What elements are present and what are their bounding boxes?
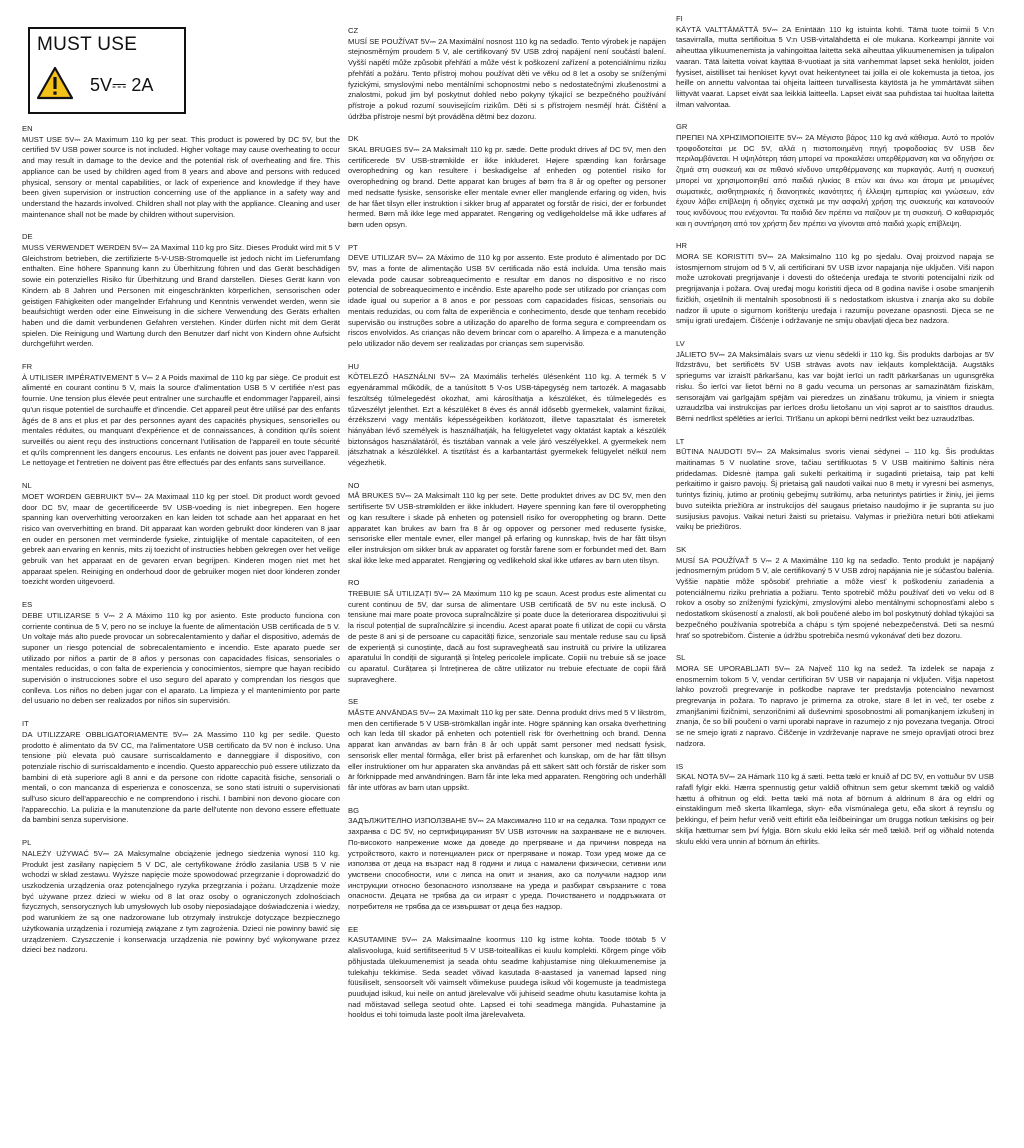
section-code: RO — [348, 578, 360, 588]
section-en — [22, 124, 340, 220]
section-code: NO — [348, 480, 360, 490]
section-code: SL — [676, 653, 686, 663]
section-text: JĀLIETO 5V⎓ 2A Maksimālais svars uz vienu sēdekli ir 110 kg. Šis produkts darbojas ar 5V līdzstrāvu, bet sertificēts 5V USB strāvas avots nav iekļauts komplektācijā. Augstāks spriegums var izraisīt pārkaršanu, kas var bojāt ierīci un radīt pārkaršanas un ugunsgrēka risku. Šo ierīci var lietot bērni no 8 gadu vecuma un personas ar samazinātām fiziskām, sensorajām vai garīgajām spējām vai pieredzes un zināšanu trūkumu, ja viniem ir sniegta uzraudzība vai instrukcijas par ierīces drošu lietošanu un viņi saprot ar to saistītos draudus. Bērni nedrīkst spēlēties ar ierīci. Tīrīšanu un apkopi bērni nedrīkst veikt bez uzraudzības. — [676, 349, 994, 423]
section-sl — [676, 653, 994, 749]
section-cz — [348, 26, 666, 122]
section-text: KASUTAMINE 5V⎓ 2A Maksimaalne koormus 110 kg istme kohta. Toode töötab 5 V alalisvooluga, kuid sertifitseeritud 5 V USB-toiteallikas ei kuulu komplekti. Kõrgem pinge võib põhjustada ülekuumenemist ja seada ohtu seadme kahjustamise ning ülekuumenemise ja tulekahju tekkimise. Seda seadet võivad kasutada 8-aastased ja vanemad lapsed ning füüsiliselt, sensoorselt või vaimselt võimekuse puudega isikud või kogemuste ja teadmistega puudujad isikud, kui neile on antud järelevalve või juhiseid seadme ohutu kasutamise kohta ja nad mõistavad sellega seotud ohte. Lapsed ei tohi seadmega mängida. Puhastamine ja hooldus ei tohi toimuda laste poolt ilma järelevalveta. — [348, 935, 666, 1020]
section-text: SKAL NOTA 5V⎓ 2A Hámark 110 kg á sæti. Þetta tæki er knuið af DC 5V, en vottuður 5V USB rafafl fylgir ekki. Hærra spennustig getur valdið ofhitnun sem getur skemmt tækið og valdið hættu á ofhitnun og eldi. Þetta tæki má nota af börnum á aldrinum 8 ára og eldri og einstaklingum með skerta líkamlega, skyn- eða vísmúnalega getu, eða skort á reynslu og þekkingu, ef þeim hefur verið veitt eftirlit eða leiðbeiningar um örugga notkun tækisins og þeir skilja hætturnar sem því fylgja. Börn skulu ekki leika sér með tækið. Þrif og viðhald notenda skulu ekki vera unnin af börnum án eftirlits. — [676, 772, 994, 846]
section-text: ЗАДЪЛЖИТЕЛНО ИЗПОЛЗВАНЕ 5V⎓ 2A Максимално 110 кг на седалка. Този продукт се захранва с DC 5V, но сертифицираният 5V USB източник на захранване не е включен. По-високото напрежение може да доведе до прегряване и да причини повреда на устройството, както и потенциален риск от прегряване и пожар. Този уред може да се използва от деца на възраст над 8 години и лица с намалени физически, сетивни или умствени способности, или с липса на опит и знания, ако са получили надзор или инструкции относно безопасното използване на уреда и разбират свързаните с това опасности. Децата не трябва да си играят с уреда. Почистването и поддръжката от потребителя не трябва да се извършват от деца без надзор. — [348, 816, 666, 912]
section-text: DEVE UTILIZAR 5V⎓ 2A Máximo de 110 kg por assento. Este produto é alimentado por DC 5V, mas a fonte de alimentação USB 5V certificada não está incluída. Uma tensão mais elevada pode causar sobreaquecimento e resultar em danos no dispositivo e no risco potencial de sobreaquecimento e incêndio. Este aparelho pode ser utilizado por crianças com idade igual ou superior a 8 anos e por pessoas com capacidades físicas, sensoriais ou mentais reduzidas, ou com falta de experiência e conhecimento, desde que tenham recebido supervisão ou instruções sobre a utilização do aparelho de forma segura e compreendam os riscos envolvidos. As crianças não devem brincar com o aparelho. A limpeza e a manutenção pelo utilizador não devem ser realizadas por crianças sem supervisão. — [348, 253, 666, 348]
section-text: MUST USE 5V⎓ 2A Maximum 110 kg per seat. This product is powered by DC 5V, but the certified 5V USB power source is not included. Higher voltage may cause overheating to occur and may result in damage to the device and the potential risk of overheating and fire. This appliance can be used by children aged from 8 years and above and persons with reduced physical, sensory or mental capabilities, or lack of experience and knowledge if they have been given supervision or instruction concerning use of the appliance in a safety way and understand the hazards involved. Children shall not play with the appliance. Cleaning and user maintenance shall not be made by children without supervision. — [22, 134, 340, 219]
section-pt — [348, 243, 666, 350]
section-code: FR — [22, 362, 33, 372]
section-is — [676, 762, 994, 848]
label-voltage: 5V⎓ 2A — [90, 75, 154, 95]
section-code: EE — [348, 924, 359, 934]
section-text: SKAL BRUGES 5V⎓ 2A Maksimalt 110 kg pr. sæde. Dette produkt drives af DC 5V, men den certificerede 5V USB-strømkilde er ikke inkluderet. Højere spænding kan forårsage overophedning og kan resultere i beskadigelse af enheden og potentiel risiko for overophedning og brand. Dette apparat kan bruges af børn fra 8 år og opefter og personer med nedsatte fysiske, sensoriske eller mentale evner eller manglende erfaring og viden, hvis de har fået tilsyn eller instruktion i sikker brug af apparatet og forstår de risici, der er forbundet hermed. Børn må ikke lege med apparatet. Rengøring og vedligeholdelse må ikke udføres af børn uden opsyn. — [348, 145, 666, 229]
section-code: SK — [676, 544, 687, 554]
section-bg — [348, 806, 666, 913]
section-dk — [348, 134, 666, 230]
label-title: MUST USE — [37, 34, 138, 55]
section-text: MOET WORDEN GEBRUIKT 5V⎓ 2A Maximaal 110 kg per stoel. Dit product wordt gevoed door DC 5V, maar de gecertificeerde 5V USB-voeding is niet inbegrepen. Een hogere spanning kan oververhitting veroorzaken en kan leiden tot schade aan het apparaat en het risico van oververhitting en brand. Dit apparaat kan worden gebruikt door kinderen van 8 jaar en ouder en personen met verminderde fysieke, zintuiglijke of mentale capaciteiten, of een gebrek aan ervaring en kennis, mits zij toezicht of instructies hebben gekregen over het veilige gebruik van het apparaat en de gevaren ervan begrijpen. Kinderen mogen niet met het apparaat spelen. Reiniging en onderhoud door de gebruiker mogen niet door kinderen zonder toezicht worden uitgevoerd. — [22, 491, 340, 587]
section-gr — [676, 122, 994, 229]
section-code: IT — [22, 719, 29, 729]
section-code: LV — [676, 338, 685, 348]
section-code: DE — [22, 232, 33, 242]
section-lv — [676, 339, 994, 425]
section-text: KÖTELEZŐ HASZNÁLNI 5V⎓ 2A Maximális terhelés ülésenként 110 kg. A termék 5 V egyenárammal működik, de a tanúsított 5 V-os USB-tápegység nem tartozék. A magasabb feszültség túlmelegedést okozhat, ami károsíthatja a készüléket, és túlmelegedés es tűzveszélyt jelenthet. Ezt a készüléket 8 éves és annál idősebb gyermekek, valamint fizikai, érzékszervi vagy mentális képességeikben korlátozott, illetve tapasztalat és ismeretek hiányában lévő személyek is használhatják, ha felügyeletet vagy oktatást kaptak a készülék biztonságos használatáról, és tisztában vannak a vele járó veszélyekkel. A gyermekek nem játszhatnak a készülékkel. A tisztítást és a karbantartást gyermekek felügyelet nélkül nem végezhetik. — [348, 372, 666, 468]
section-code: GR — [676, 122, 688, 132]
section-code: FI — [676, 14, 683, 23]
section-code: HR — [676, 241, 687, 251]
section-code: CZ — [348, 26, 359, 35]
section-it — [22, 719, 340, 826]
section-es — [22, 600, 340, 707]
section-text: MÅ BRUKES 5V⎓ 2A Maksimalt 110 kg per sete. Dette produktet drives av DC 5V, men den sertifiserte 5V USB-strømkilden er ikke inkludert. Høyere spenning kan føre til overoppheting og kan resultere i skade på enheten og potensiell risiko for overoppheting og brann. Dette apparatet kan brukes av barn fra 8 år og oppover og personer med reduserte fysiske, sensoriske eller mentale evner, eller mangel på erfaring og kunnskap, hvis de har fått tilsyn eller instruksjon om sikker bruk av apparatet og forstår farene som er forbundet med det. Barn skal ikke leke med apparatet. Rengjøring og vedlikehold skal ikke utføres av barn uten tilsyn. — [348, 491, 666, 565]
section-text: MUSÍ SE POUŽÍVAT 5V⎓ 2A Maximální nosnost 110 kg na sedadlo. Tento výrobek je napájen stejnosměrným proudem 5 V, ale certifikovaný 5V USB zdroj napájení není součástí balení. Vyšší napětí může způsobit přehřátí a může vést k poškození zařízení a potenciálnímu riziku přehřátí a požáru. Tento přístroj mohou používat děti ve věku od 8 let a osoby se sníženými fyzickými, smyslovými nebo mentálními schopnostmi nebo s nedostatečnými zkušenostmi a znalostmi, pokud jim byl poskytnut dohled nebo pokyny týkající se bezpečného používání přístroje a pokud rozumí souvisejícím rizikům. Děti si s přístrojem nesmějí hrát. Čištění a údržba přístroje nesmí být prováděna dětmi bez dozoru. — [348, 36, 666, 121]
section-text: À UTILISER IMPÉRATIVEMENT 5 V⎓ 2 A Poids maximal de 110 kg par siège. Ce produit est alimenté en courant continu 5 V, mais la source d'alimentation USB 5 V certifiée n'est pas fournie. Une tension plus élevée peut entraîner une surchauffe et endommager l'appareil, ainsi qu'un risque potentiel de surchauffe et d'incendie. Cet appareil peut être utilisé par des enfants âgés de 8 ans et plus et par des personnes ayant des capacités physiques, sensorielles ou mentales réduites, ou manquant d'expérience et de connaissances, à condition qu'ils soient surveillés ou aient reçu des instructions concernant l'utilisation de l'appareil en toute sécurité et qu'ils comprennent les dangers encourus. Les enfants ne doivent pas jouer avec l'appareil. Le nettoyage et l'entretien ne doivent pas être effectués par des enfants sans surveillance. — [22, 372, 340, 468]
section-text: MORA SE UPORABLJATI 5V⎓ 2A Največ 110 kg na sedež. Ta izdelek se napaja z enosmernim tokom 5 V, vendar certificiran 5V USB vir napajanja ni vključen. Višja napetost lahko povzroči pregrevanje in poškodbe naprave ter predstavlja potencialno nevarnost pregrevanja in požara. To napravo je primerna za otroke, stare 8 let in več, ter osebe z zmanjšanimi fizičnimi, senzoričnimi ali duševnimi sposobnostmi ali pomanjkanjem izkušenj in znanja, če so bili poučeni o varni uporabi naprave in razumejo z njo povezana tveganja. Otroci se ne smejo igrati z napravo. Čiščenje in vzdrževanje naprave ne smejo opravljati otroci brez nadzora. — [676, 663, 994, 748]
section-code: ES — [22, 600, 33, 610]
section-fr — [22, 362, 340, 469]
column-2 — [348, 0, 666, 1050]
section-text: KÄYTÄ VALTTÄMÄTTÄ 5V⎓ 2A Enintään 110 kg istuinta kohti. Tämä tuote toimii 5 V:n tasavirralla, mutta sertifioitua 5 V:n USB-virtalähdettä ei ole mukana. Korkeampi jännite voi aiheuttaa ylikuumenemista ja vahingoittaa laitetta sekä aiheuttaa ylikuumenemisen ja tulipalon vaaran. Tätä laitetta voivat käyttää 8-vuotiaat ja sitä vanhemmat lapset sekä henkilöt, joiden fyysiset, aistilliset tai henkiset kyvyt ovat heikentyneet tai joilla ei ole kokemusta ja tietoa, jos heille on annettu valvontaa tai ohjeita laitteen turvallisesta käytöstä ja he ymmärtävät siihen liittyvät vaarat. Lapset eivät saa leikkiä laitteella. Lapset eivät saa puhdistaa tai huoltaa laitetta ilman valvontaa. — [676, 24, 994, 109]
section-text: MUSÍ SA POUŽÍVAŤ 5 V⎓ 2 A Maximálne 110 kg na sedadlo. Tento produkt je napájaný jednosmerným prúdom 5 V, ale certifikovaný 5 V USB zdroj napájania nie je súčasťou balenia. Vyššie napätie môže spôsobiť prehriatie a môže viesť k poškodeniu zariadenia a potenciálnemu riziku prehriatia a požiaru. Tento spotrebič môžu používať deti vo veku od 8 rokov a osoby so zníženými fyzickými, zmyslovými alebo mentálnymi schopnosťami alebo s nedostatkom skúseností a znalostí, ak boli poučené alebo im bol poskytnutý dohlad týkajúci sa bezpečného používania spotrebiča a chápu s tým spojené nebezpečenstvá. Deti sa nesmú hrať so spotrebičom. Čistenie a údržbu spotrebiča nesmú vykonávať deti bez dozoru. — [676, 555, 994, 640]
section-lt — [676, 437, 994, 533]
section-code: DK — [348, 134, 359, 144]
section-text: ΠΡΕΠΕΙ ΝΑ ΧΡΗΣΙΜΟΠΟΙΕΙΤΕ 5V⎓ 2A Μέγιστο βάρος 110 kg ανά κάθισμα. Αυτό το προϊόν τροφοδοτείται με DC 5V, αλλά η πιστοποιημένη πηγή τροφοδοσίας 5V USB δεν περιλαμβάνεται. Η υψηλότερη τάση μπορεί να προκαλέσει υπερθέρμανση και να οδηγήσει σε ζημιά στη συσκευή και σε πιθανό κίνδυνο υπερθέρμανσης και πυρκαγιάς. Αυτή η συσκευή μπορεί να χρησιμοποιηθεί από παιδιά ηλικίας 8 ετών και άνω και άτομα με μειωμένες σωματικές, αισθητηριακές ή διανοητικές ικανότητες ή έλλειψη εμπειρίας και γνώσεων, εάν έχουν λάβει επίβλεψη ή οδηγίες σχετικά με την ασφαλή χρήση της συσκευής και κατανοούν τους κινδύνους που ενέχονται. Τα παιδιά δεν πρέπει να παίζουν με τη συσκευή. Ο καθαρισμός και η συντήρηση από τον χρήστη δεν πρέπει να γίνονται από παιδιά χωρίς επίβλεψη. — [676, 133, 994, 228]
column-1 — [22, 0, 340, 1148]
section-code: PL — [22, 838, 32, 848]
section-code: BG — [348, 805, 359, 815]
section-code: EN — [22, 124, 33, 133]
section-code: IS — [676, 761, 684, 771]
section-code: PT — [348, 242, 358, 252]
section-no — [348, 481, 666, 567]
section-de — [22, 232, 340, 350]
section-ee — [348, 925, 666, 1021]
section-nl — [22, 481, 340, 588]
section-sk — [676, 545, 994, 641]
section-code: HU — [348, 361, 359, 371]
section-ro — [348, 578, 666, 685]
section-se — [348, 697, 666, 793]
section-text: TREBUIE SĂ UTILIZAȚI 5V⎓ 2A Maximum 110 kg pe scaun. Acest produs este alimentat cu curent continuu de 5V, dar sursa de alimentare USB certificată de 5V nu este inclusă. O tensiune mai mare poate provoca supraîncălzire și poate duce la deteriorarea dispozitivului și la riscul potențial de supraîncălzire și incendiu. Acest aparat poate fi utilizat de copii cu vârsta de peste 8 ani și de persoane cu capacități fizice, senzoriale sau mentale reduse sau cu lipsă de experiență și cunoștințe, dacă au fost supravegheată sau instruită cu privire la utilizarea aparatului în condiții de siguranță și înțeleg pericolele implicate. Copiii nu trebuie să se joace cu aparatul. Curățarea și întreținerea de către utilizator nu trebuie efectuate de copii fără supraveghere. — [348, 589, 666, 684]
section-code: SE — [348, 697, 359, 707]
section-text: MUSS VERWENDET WERDEN 5V⎓ 2A Maximal 110 kg pro Sitz. Dieses Produkt wird mit 5 V Gleichstrom betrieben, die zertifizierte 5-V-USB-Stromquelle ist jedoch nicht im Lieferumfang enthalten. Eine höhere Spannung kann zu Überhitzung führen und das Gerät beschädigen sowie ein potenzielles Risiko für Überhitzung und Brand darstellen. Dieses Gerät kann von Kindern ab 8 Jahren und Personen mit eingeschränkten körperlichen, sensorischen oder geistigen Fähigkeiten oder mangelnder Erfahrung und Kenntnis verwendet werden, wenn sie beaufsichtigt werden oder eine Einweisung in die sichere Verwendung des Geräts erhalten haben und die damit verbundenen Gefahren verstehen. Kinder dürfen nicht mit dem Gerät spielen. Die Reinigung und Wartung durch den Benutzer darf nicht von Kindern ohne Aufsicht durchgeführt werden. — [22, 243, 340, 349]
column-3 — [676, 0, 994, 1038]
section-text: MORA SE KORISTITI 5V⎓ 2A Maksimalno 110 kg po sjedalu. Ovaj proizvod napaja se istosmjernom strujom od 5 V, ali certificirani 5V USB izvor napajanja nije uključen. Viši napon može uzrokovati pregrijavanje i dovesti do oštećenja uređaja te stvoriti potencijalni rizik od pregrijavanja i požara. Ovaj uređaj mogu koristiti djeca od 8 godina naviše i osobe smanjenih fizičkih, osjetilnih ili mentalnih sposobnosti ili s nedostatkom iskustva i znanja ako su dobile nadzor ili upute o sigurnom korištenju uređaja i razumiju povezane opasnosti. Djeca se ne smiju igrati uređajem. Čišćenje i održavanje ne smiju obavljati djeca bez nadzora. — [676, 252, 994, 326]
section-fi — [676, 14, 994, 110]
section-hr — [676, 241, 994, 327]
section-code: LT — [676, 436, 685, 446]
section-text: DA UTILIZZARE OBBLIGATORIAMENTE 5V⎓ 2A Massimo 110 kg per sedile. Questo prodotto è alimentato da 5V CC, ma l'alimentatore USB certificato da 5V non è incluso. Una tensione più elevata può causare surriscaldamento e danneggiare il dispositivo, con potenziale rischio di surriscaldamento e incendio. Questo apparecchio può essere utilizzato da bambini di età superiore agli 8 anni e da persone con ridotte capacità fisiche, sensoriali o mentali, o con mancanza di esperienza e conoscenza, se sono stati istruiti o supervisionati sull'uso sicuro dell'apparecchio e ne comprendono i rischi. I bambini non devono giocare con l'apparecchio. La pulizia e la manutenzione da parte dell'utente non devono essere effettuate da bambini senza supervisione. — [22, 729, 340, 825]
section-text: DEBE UTILIZARSE 5 V⎓ 2 A Máximo 110 kg por asiento. Este producto funciona con corriente continua de 5 V, pero no se incluye la fuente de alimentación USB certificada de 5 V. Un voltaje más alto puede provocar un sobrecalentamiento y dañar el dispositivo, además de suponer un riesgo potencial de sobrecalentamiento e incendio. Este aparato puede ser utilizado por niños a partir de 8 años y personas con capacidades físicas, sensoriales o mentales reducidas, o con falta de experiencia y conocimientos, siempre que hayan recibido supervisión o instrucciones sobre el uso seguro del aparato y comprendan los riesgos que conlleva. Los niños no deben jugar con el aparato. La limpieza y el mantenimiento por parte del usuario no deben ser realizados por niños sin supervisión. — [22, 610, 340, 706]
section-text: MÅSTE ANVÄNDAS 5V⎓ 2A Maximalt 110 kg per säte. Denna produkt drivs med 5 V likström, men den certifierade 5 V USB-strömkällan ingår inte. Högre spänning kan orsaka överhettning och kan leda till skador på enheten och potentiell risk för överhettning och brand. Denna apparat kan användas av barn från 8 år och uppåt samt personer med nedsatt fysisk, sensorisk eller mental förmåga, eller brist på erfarenhet och kunskap, om de har fått tillsyn eller instruktioner om hur apparaten ska användas på ett säkert sätt och förstår de risker som är förknippade med användningen. Barn får inte leka med apparaten. Rengöring och underhåll får inte utföras av barn utan uppsikt. — [348, 708, 666, 792]
section-text: BŪTINA NAUDOTI 5V⎓ 2A Maksimalus svoris vienai sėdynei – 110 kg. Šis produktas maitinamas 5 V nuolatine srove, tačiau sertifikuotas 5 V USB maitinimo šaltinis nėra pridedamas. Didesnė įtampa gali sukelti perkaitimą ir sugadinti prietaisą, taip pat kelti perkaitimo ir gaisro pavojų. Šį prietaisą gali naudoti vaikai nuo 8 metų ir vyresni bei asmenys, turintys fizinių, jutimo ar protinių gebejimų sutrikimų, arba neturintys patirties ir žinių, jei jiems buvo suteikta priežiūra ar instrukcijos dėl saugaus prietaiso naudojimo ir jie supranta su juo susijusius pavojus. Vaikai neturi žaisti su prietaisu. Valymas ir priežiūra neturi būti atliekami vaikų be priežiūros. — [676, 447, 994, 532]
section-pl — [22, 838, 340, 956]
section-text: NALEŻY UŻYWAĆ 5V⎓ 2A Maksymalne obciążenie jednego siedzenia wynosi 110 kg. Produkt jest zasilany napięciem 5 V DC, ale certyfikowane źródło zasilania USB 5 V nie wchodzi w skład zestawu. Wyższe napięcie może spowodować przegrzanie i doprowadzić do uszkodzenia urządzenia oraz potencjalnego ryzyka przegrzania i pożaru. Urządzenie może być używane przez dzieci w wieku od 8 lat oraz osoby o ograniczonych zdolnościach fizycznych, sensorycznych lub umysłowych lub osoby nieposiadające doświadczenia i wiedzy, pod warunkiem że są one nadzorowane lub otrzymały instrukcje dotyczące bezpiecznego użytkowania urządzenia i rozumieją związane z tym zagrożenia. Dzieci nie powinny bawić się urządzeniem. Czyszczenie i konserwacja urządzenia nie powinny być wykonywane przez dzieci bez nadzoru. — [22, 848, 340, 955]
section-code: NL — [22, 481, 32, 491]
section-hu — [348, 362, 666, 469]
